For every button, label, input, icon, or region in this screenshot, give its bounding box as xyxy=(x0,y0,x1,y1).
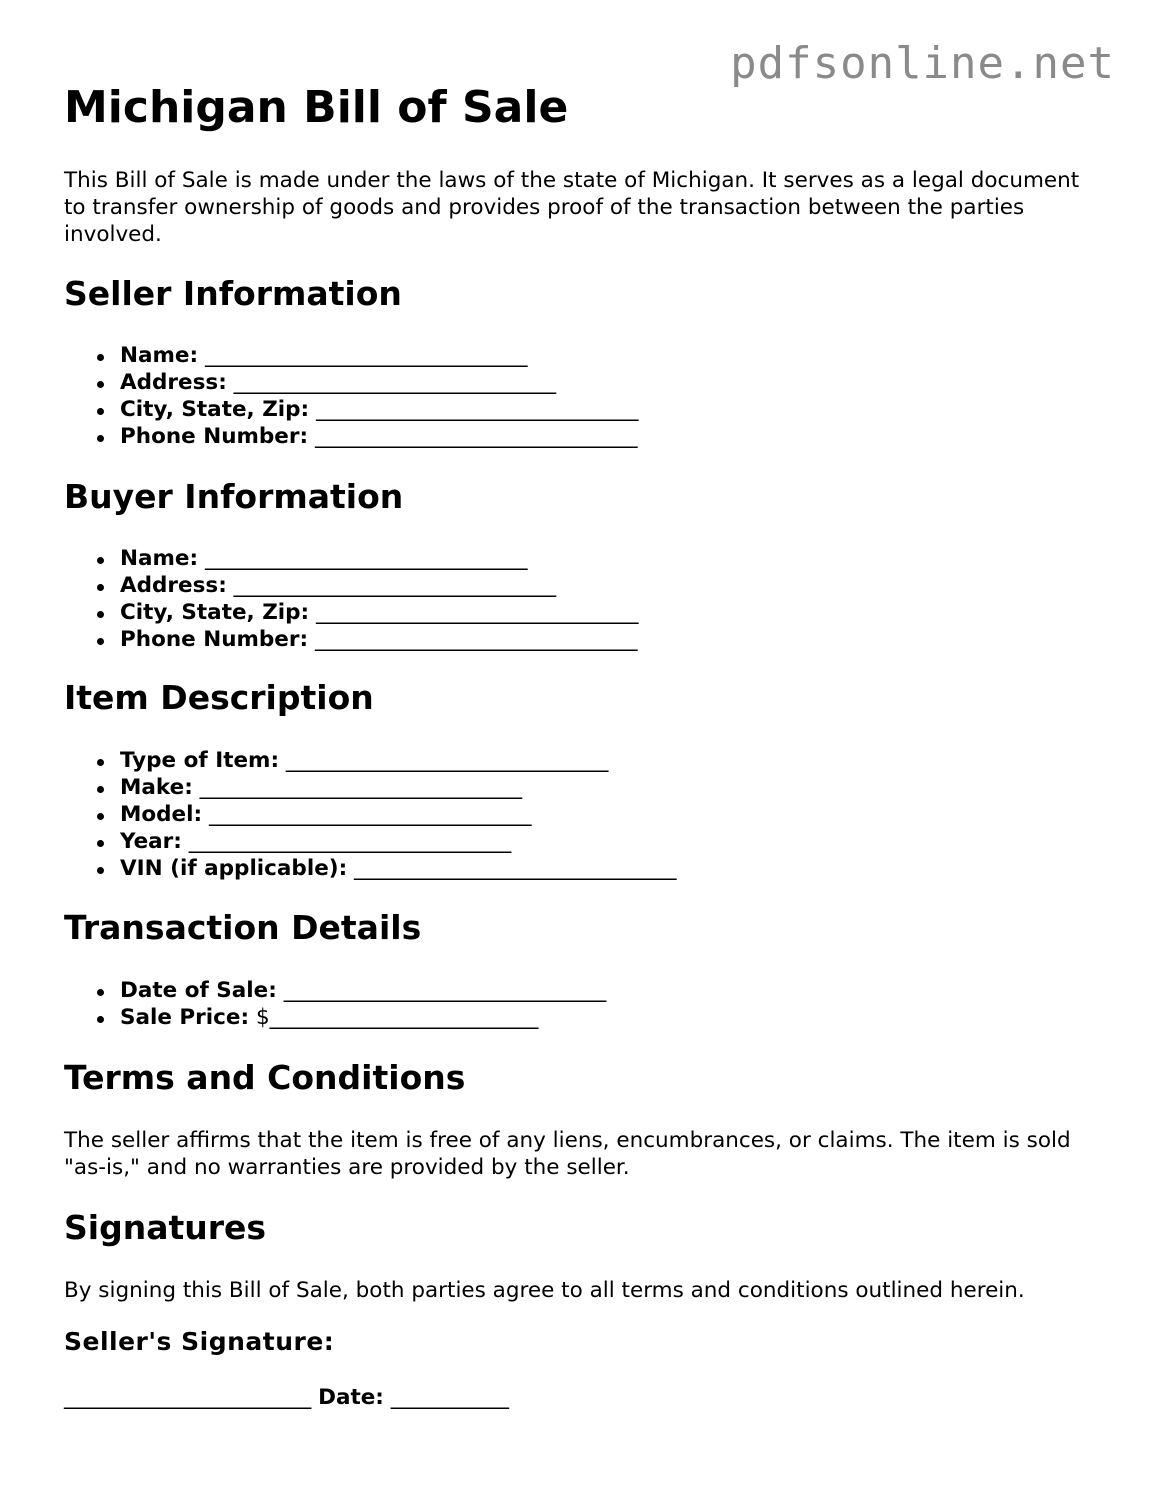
date-of-sale-field[interactable] xyxy=(64,977,606,1004)
field-blank[interactable]: ______________________________ xyxy=(354,856,677,881)
field-blank[interactable]: ______________________________ xyxy=(285,748,609,773)
field-label: VIN (if applicable): xyxy=(120,856,348,881)
field-blank[interactable]: ______________________________ xyxy=(316,600,639,625)
transaction-field-list xyxy=(64,977,606,1031)
field-label: Name: xyxy=(120,343,199,368)
field-label: Name: xyxy=(120,546,199,571)
signatures-paragraph: By signing this Bill of Sale, both parties agree to all terms and conditions outlined herein. xyxy=(64,1278,1025,1303)
field-label: Make: xyxy=(120,775,193,800)
watermark: pdfsonline.net xyxy=(730,38,1115,89)
item-field-list xyxy=(64,747,677,882)
field-label: Sale Price: xyxy=(120,1005,250,1030)
buyer-city-state-zip-field[interactable] xyxy=(64,599,639,626)
field-label: Date of Sale: xyxy=(120,978,277,1003)
document-title: Michigan Bill of Sale xyxy=(64,82,569,133)
field-label: City, State, Zip: xyxy=(120,600,310,625)
sale-price-field[interactable] xyxy=(64,1004,606,1031)
seller-field-list xyxy=(64,342,639,450)
seller-phone-field[interactable] xyxy=(64,423,639,450)
field-blank[interactable]: ______________________________ xyxy=(283,978,607,1003)
date-blank[interactable]: ___________ xyxy=(390,1385,509,1410)
seller-signature-heading: Seller's Signature: xyxy=(64,1327,335,1356)
item-vin-field[interactable] xyxy=(64,855,677,882)
intro-paragraph: This Bill of Sale is made under the laws of the state of Michigan. It serves as a legal document to transfer ownership of goods and provides proof of the transaction between the parties involved. xyxy=(64,168,1080,247)
signatures-heading: Signatures xyxy=(64,1208,267,1247)
field-blank[interactable]: ______________________________ xyxy=(233,573,557,598)
field-label: Model: xyxy=(120,802,203,827)
item-model-field[interactable] xyxy=(64,801,677,828)
field-blank[interactable]: ______________________________ xyxy=(314,627,638,652)
field-label: Phone Number: xyxy=(120,424,309,449)
date-label: Date: xyxy=(318,1385,384,1410)
buyer-name-field[interactable] xyxy=(64,545,639,572)
field-blank[interactable]: ______________________________ xyxy=(208,802,532,827)
seller-address-field[interactable] xyxy=(64,369,639,396)
field-label: Address: xyxy=(120,573,227,598)
seller-signature-row xyxy=(64,1384,509,1411)
field-blank[interactable]: ______________________________ xyxy=(204,546,528,571)
terms-paragraph: The seller affirms that the item is free of any liens, encumbrances, or claims. The item is sold "as-is," and no warranties are provided by the seller. xyxy=(64,1128,1071,1180)
seller-name-field[interactable] xyxy=(64,342,639,369)
field-label: Address: xyxy=(120,370,227,395)
field-blank[interactable]: ______________________________ xyxy=(199,775,523,800)
item-make-field[interactable] xyxy=(64,774,677,801)
field-label: Type of Item: xyxy=(120,748,280,773)
field-blank[interactable]: ______________________________ xyxy=(188,829,512,854)
item-type-field[interactable] xyxy=(64,747,677,774)
field-blank[interactable]: ______________________________ xyxy=(233,370,557,395)
field-label: City, State, Zip: xyxy=(120,397,310,422)
field-blank[interactable]: ______________________________ xyxy=(316,397,639,422)
buyer-field-list xyxy=(64,545,639,653)
buyer-heading: Buyer Information xyxy=(64,477,404,516)
terms-heading: Terms and Conditions xyxy=(64,1058,466,1097)
buyer-phone-field[interactable] xyxy=(64,626,639,653)
signature-blank[interactable]: _______________________ xyxy=(64,1385,312,1410)
transaction-heading: Transaction Details xyxy=(64,908,422,947)
field-blank[interactable]: $_________________________ xyxy=(255,1005,539,1030)
field-label: Year: xyxy=(120,829,182,854)
buyer-address-field[interactable] xyxy=(64,572,639,599)
field-blank[interactable]: ______________________________ xyxy=(204,343,528,368)
field-blank[interactable]: ______________________________ xyxy=(314,424,638,449)
field-label: Phone Number: xyxy=(120,627,309,652)
item-heading: Item Description xyxy=(64,678,374,717)
item-year-field[interactable] xyxy=(64,828,677,855)
seller-heading: Seller Information xyxy=(64,274,402,313)
seller-city-state-zip-field[interactable] xyxy=(64,396,639,423)
